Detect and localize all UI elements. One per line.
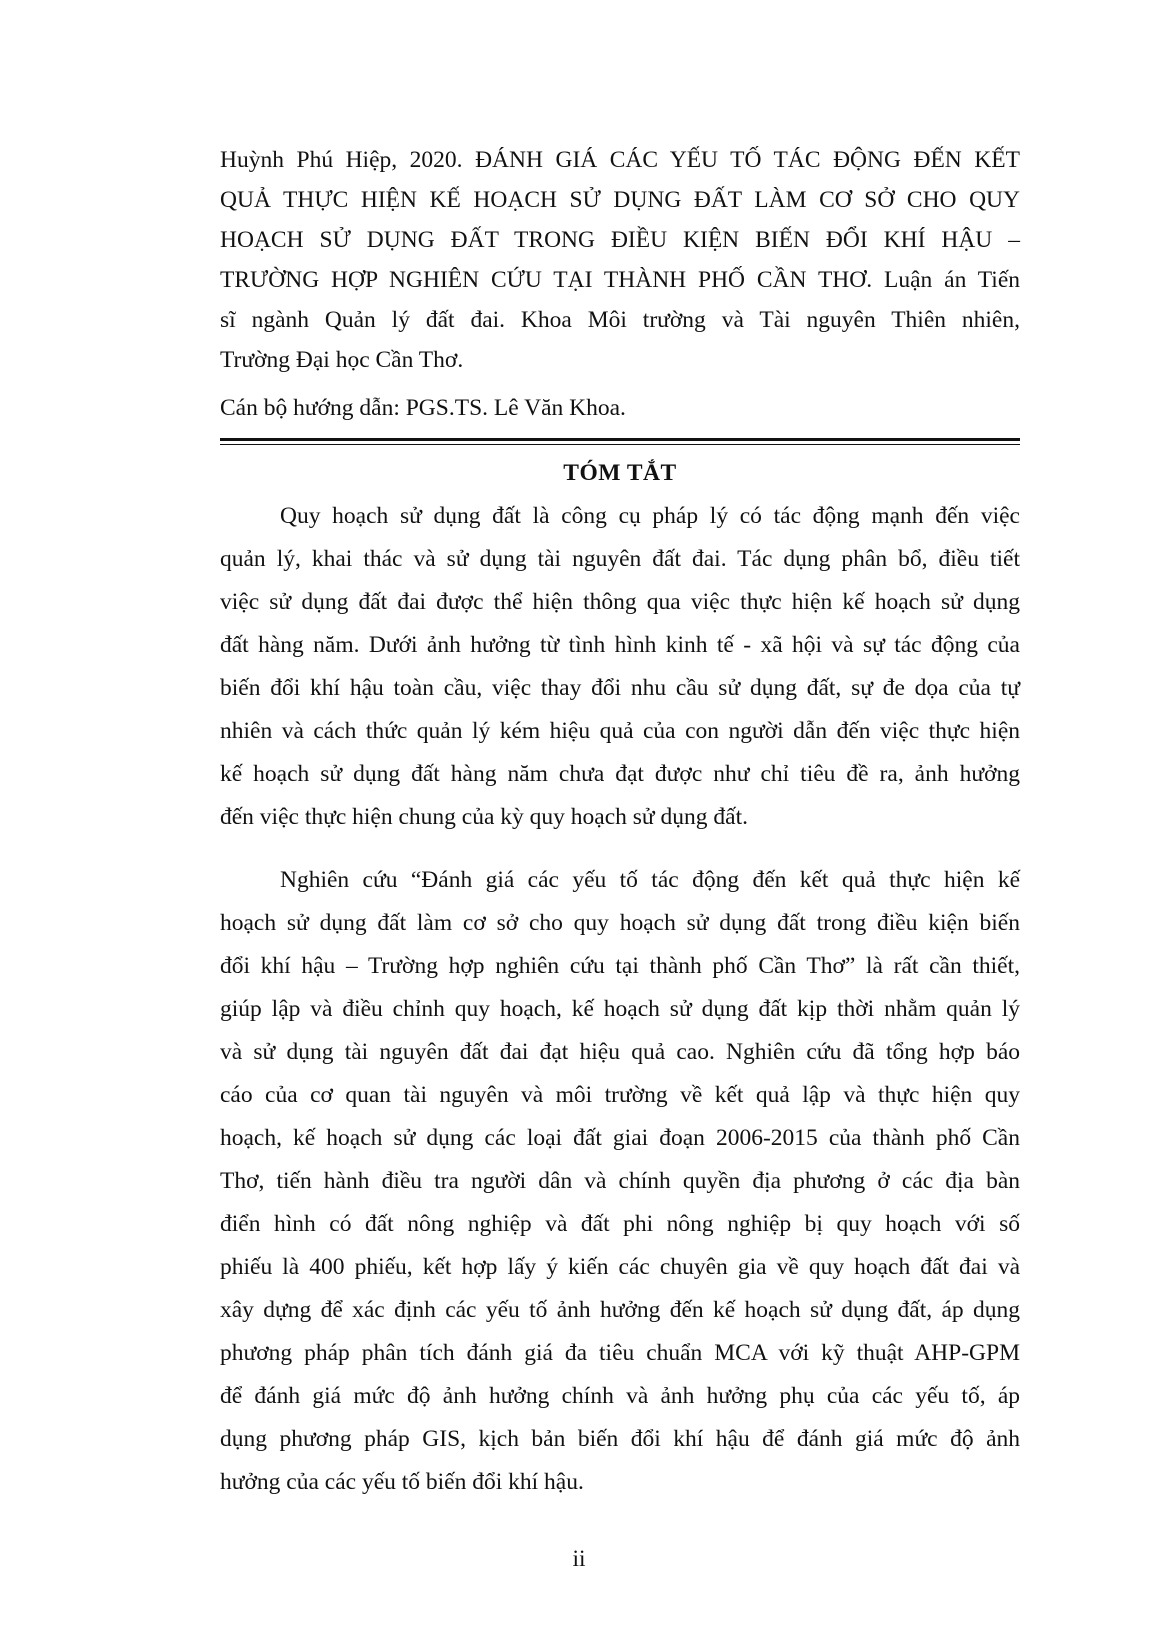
- paragraph-line: để đánh giá mức độ ảnh hưởng chính và ảnh hưởng phụ của các yếu tố, áp: [220, 1383, 1020, 1409]
- paragraph-line: và sử dụng tài nguyên đất đai đạt hiệu quả cao. Nghiên cứu đã tổng hợp báo: [220, 1039, 1020, 1065]
- paragraph-line: biến đổi khí hậu toàn cầu, việc thay đổi nhu cầu sử dụng đất, sự đe dọa của tự: [220, 675, 1020, 701]
- paragraph-line: hưởng của các yếu tố biến đổi khí hậu.: [220, 1469, 584, 1495]
- citation-line: Huỳnh Phú Hiệp, 2020. ĐÁNH GIÁ CÁC YẾU TỐ TÁC ĐỘNG ĐẾN KẾT: [220, 147, 1020, 173]
- document-page: [220, 140, 1020, 1504]
- paragraph-line: giúp lập và điều chỉnh quy hoạch, kế hoạch sử dụng đất kịp thời nhằm quản lý: [220, 996, 1020, 1022]
- citation-line: sĩ ngành Quản lý đất đai. Khoa Môi trường và Tài nguyên Thiên nhiên,: [220, 307, 1020, 333]
- paragraph-line: đất hàng năm. Dưới ảnh hưởng từ tình hình kinh tế - xã hội và sự tác động của: [220, 632, 1020, 658]
- citation-line: TRƯỜNG HỢP NGHIÊN CỨU TẠI THÀNH PHỐ CẦN THƠ. Luận án Tiến: [220, 267, 1020, 293]
- abstract-title: TÓM TẮT: [563, 460, 677, 486]
- paragraph-line: đổi khí hậu – Trường hợp nghiên cứu tại thành phố Cần Thơ” là rất cần thiết,: [220, 953, 1020, 979]
- paragraph-line: kế hoạch sử dụng đất hàng năm chưa đạt được như chỉ tiêu đề ra, ảnh hưởng: [220, 761, 1020, 787]
- paragraph-line: Nghiên cứu “Đánh giá các yếu tố tác động đến kết quả thực hiện kế: [280, 867, 1020, 893]
- paragraph-line: dụng phương pháp GIS, kịch bản biến đổi khí hậu để đánh giá mức độ ảnh: [220, 1426, 1020, 1452]
- paragraph-line: quản lý, khai thác và sử dụng tài nguyên đất đai. Tác dụng phân bổ, điều tiết: [220, 546, 1020, 572]
- paragraph-line: Quy hoạch sử dụng đất là công cụ pháp lý có tác động mạnh đến việc: [280, 503, 1020, 529]
- paragraph-line: đến việc thực hiện chung của kỳ quy hoạch sử dụng đất.: [220, 804, 748, 830]
- citation-line: Trường Đại học Cần Thơ.: [220, 347, 464, 373]
- paragraph-line: việc sử dụng đất đai được thể hiện thông qua việc thực hiện kế hoạch sử dụng: [220, 589, 1020, 615]
- paragraph-line: cáo của cơ quan tài nguyên và môi trường về kết quả lập và thực hiện quy: [220, 1082, 1020, 1108]
- paragraph-line: phiếu là 400 phiếu, kết hợp lấy ý kiến các chuyên gia về quy hoạch đất đai và: [220, 1254, 1020, 1280]
- paragraph-line: phương pháp phân tích đánh giá đa tiêu chuẩn MCA với kỹ thuật AHP-GPM: [220, 1340, 1020, 1366]
- paragraph-line: điển hình có đất nông nghiệp và đất phi nông nghiệp bị quy hoạch với số: [220, 1211, 1020, 1237]
- abstract-paragraph-2: [220, 859, 1020, 1504]
- supervisor-line: Cán bộ hướng dẫn: PGS.TS. Lê Văn Khoa.: [220, 395, 626, 421]
- abstract-paragraph-1: [220, 495, 1020, 839]
- paragraph-line: hoạch, kế hoạch sử dụng các loại đất giai đoạn 2006-2015 của thành phố Cần: [220, 1125, 1020, 1151]
- double-divider: [220, 438, 1020, 445]
- paragraph-line: nhiên và cách thức quản lý kém hiệu quả của con người dẫn đến việc thực hiện: [220, 718, 1020, 744]
- citation-line: HOẠCH SỬ DỤNG ĐẤT TRONG ĐIỀU KIỆN BIẾN ĐỔI KHÍ HẬU –: [220, 227, 1020, 253]
- paragraph-line: xây dựng để xác định các yếu tố ảnh hưởng đến kế hoạch sử dụng đất, áp dụng: [220, 1297, 1020, 1323]
- thesis-citation: [220, 140, 1020, 380]
- page-number: ii: [572, 1546, 586, 1572]
- paragraph-line: hoạch sử dụng đất làm cơ sở cho quy hoạch sử dụng đất trong điều kiện biến: [220, 910, 1020, 936]
- citation-line: QUẢ THỰC HIỆN KẾ HOẠCH SỬ DỤNG ĐẤT LÀM CƠ SỞ CHO QUY: [220, 187, 1020, 213]
- paragraph-line: Thơ, tiến hành điều tra người dân và chính quyền địa phương ở các địa bàn: [220, 1168, 1020, 1194]
